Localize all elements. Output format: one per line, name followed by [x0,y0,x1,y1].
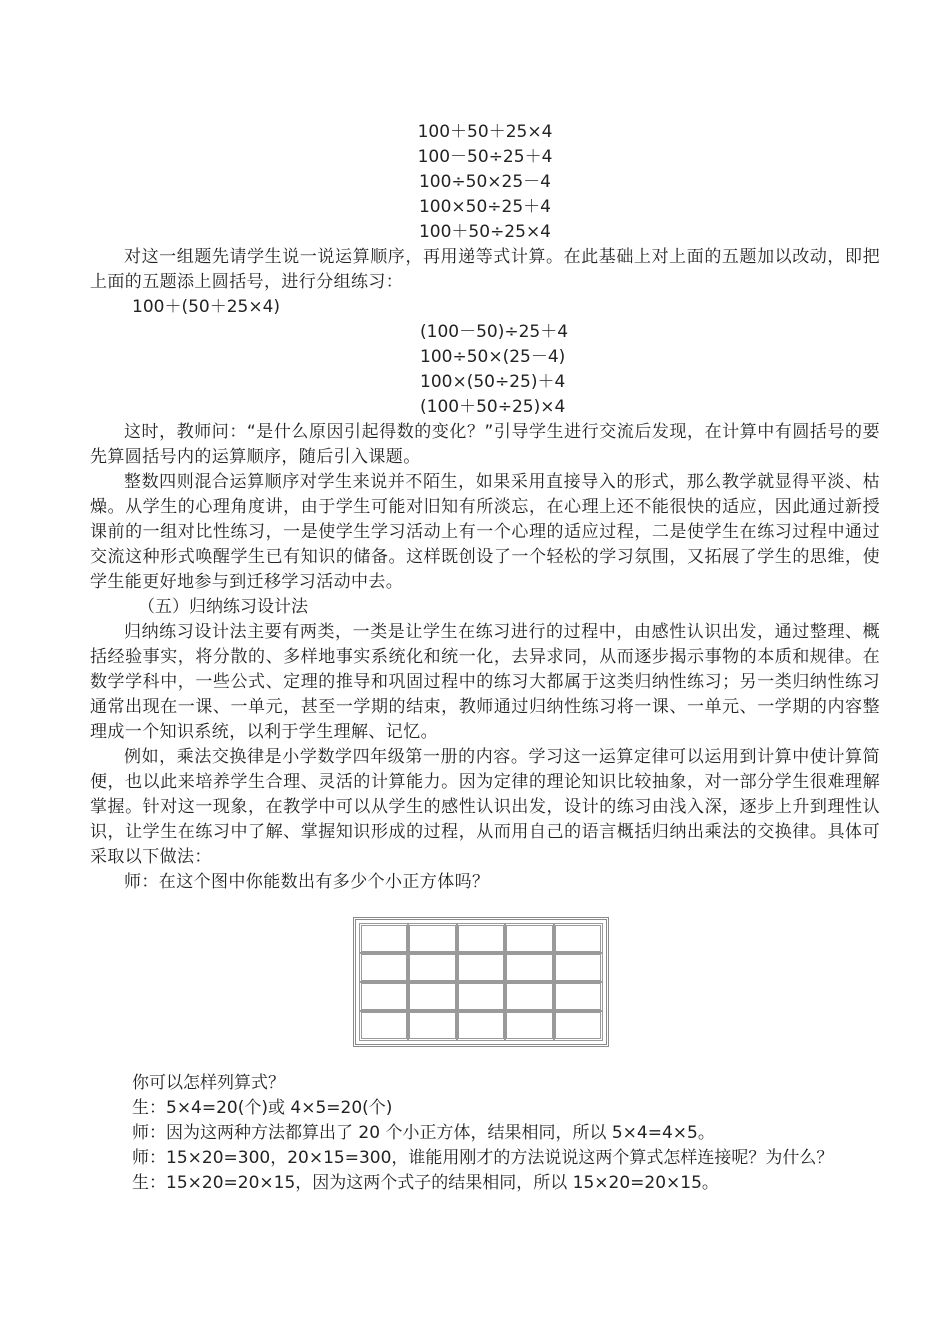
grid-cell [456,1010,506,1041]
grid-cell [359,1010,409,1041]
dialogue [90,1071,880,1196]
grid-cell [553,981,603,1012]
expression: 100＋50＋25×4 [417,122,553,142]
grid-cell [359,923,409,954]
expression: 100×50÷25＋4 [418,197,551,217]
dialogue-line: 你可以怎样列算式？ [132,1073,285,1093]
grid-cell [407,952,457,983]
dialogue-line: 师：因为这两种方法都算出了 20 个小正方体，结果相同，所以 5×4=4×5。 [132,1123,715,1143]
grid-cell [456,952,506,983]
paragraph: 师：在这个图中你能数出有多少个小正方体吗？ [124,872,490,892]
expression: 100×(50÷25)＋4 [420,372,566,392]
expression: (100＋50÷25)×4 [420,397,566,417]
cube-grid [360,924,602,1040]
expression: (100－50)÷25＋4 [420,322,569,342]
grid-cell [456,923,506,954]
expression-list-b [90,295,880,420]
grid-cell [456,981,506,1012]
expression: 100＋(50＋25×4) [132,297,281,317]
paragraph: 归纳练习设计法主要有两类，一类是让学生在练习进行的过程中，由感性认识出发，通过整理、概括经验事实，将分散的、多样地事实系统化和统一化，去异求同，从而逐步揭示事物的本质和规律。在数学学科中，一些公式、定理的推导和巩固过程中的练习大都属于这类归纳性练习；另一类归纳性练习通常出现在一课、一单元，甚至一学期的结束，教师通过归纳性练习将一课、一单元、一学期的内容整理成一个知识系统，以利于学生理解、记忆。 [90,622,880,742]
expression: 100＋50÷25×4 [418,222,551,242]
expression: 100÷50×25－4 [418,172,551,192]
expression: 100÷50×(25－4) [420,347,566,367]
dialogue-line: 师：15×20=300，20×15=300，谁能用刚才的方法说说这两个算式怎样连接呢？为什么？ [132,1148,834,1168]
document-page [90,120,880,1196]
grid-cell [553,1010,603,1041]
paragraph: 这时，教师问：“是什么原因引起得数的变化？”引导学生进行交流后发现，在计算中有圆括号的要先算圆括号内的运算顺序，随后引入课题。 [90,422,880,467]
expression-list-a [90,120,880,245]
cube-grid-figure [353,917,609,1047]
grid-cell [504,981,554,1012]
grid-cell [359,981,409,1012]
expression: 100－50÷25＋4 [417,147,553,167]
grid-cell [359,952,409,983]
grid-cell [407,923,457,954]
grid-cell [504,1010,554,1041]
paragraph: 例如，乘法交换律是小学数学四年级第一册的内容。学习这一运算定律可以运用到计算中使计算简便，也以此来培养学生合理、灵活的计算能力。因为定律的理论知识比较抽象，对一部分学生很难理解掌握。针对这一现象，在教学中可以从学生的感性认识出发，设计的练习由浅入深，逐步上升到理性认识，让学生在练习中了解、掌握知识形成的过程，从而用自己的语言概括归纳出乘法的交换律。具体可采取以下做法： [90,747,880,867]
grid-cell [553,952,603,983]
dialogue-line: 生：5×4=20(个)或 4×5=20(个) [132,1098,393,1118]
grid-cell [407,981,457,1012]
grid-cell [407,1010,457,1041]
intro-paragraph: 对这一组题先请学生说一说运算顺序，再用递等式计算。在此基础上对上面的五题加以改动，即把上面的五题添上圆括号，进行分组练习： [90,247,880,292]
paragraph: 整数四则混合运算顺序对学生来说并不陌生，如果采用直接导入的形式，那么教学就显得平淡、枯燥。从学生的心理角度讲，由于学生可能对旧知有所淡忘，在心理上还不能很快的适应，因此通过新授课前的一组对比性练习，一是使学生学习活动上有一个心理的适应过程，二是使学生在练习过程中通过交流这种形式唤醒学生已有知识的储备。这样既创设了一个轻松的学习氛围，又拓展了学生的思维，使学生能更好地参与到迁移学习活动中去。 [90,472,880,592]
grid-cell [504,952,554,983]
section-heading: （五）归纳练习设计法 [138,597,308,617]
dialogue-line: 生：15×20=20×15，因为这两个式子的结果相同，所以 15×20=20×15。 [132,1173,719,1193]
grid-cell [504,923,554,954]
grid-cell [553,923,603,954]
